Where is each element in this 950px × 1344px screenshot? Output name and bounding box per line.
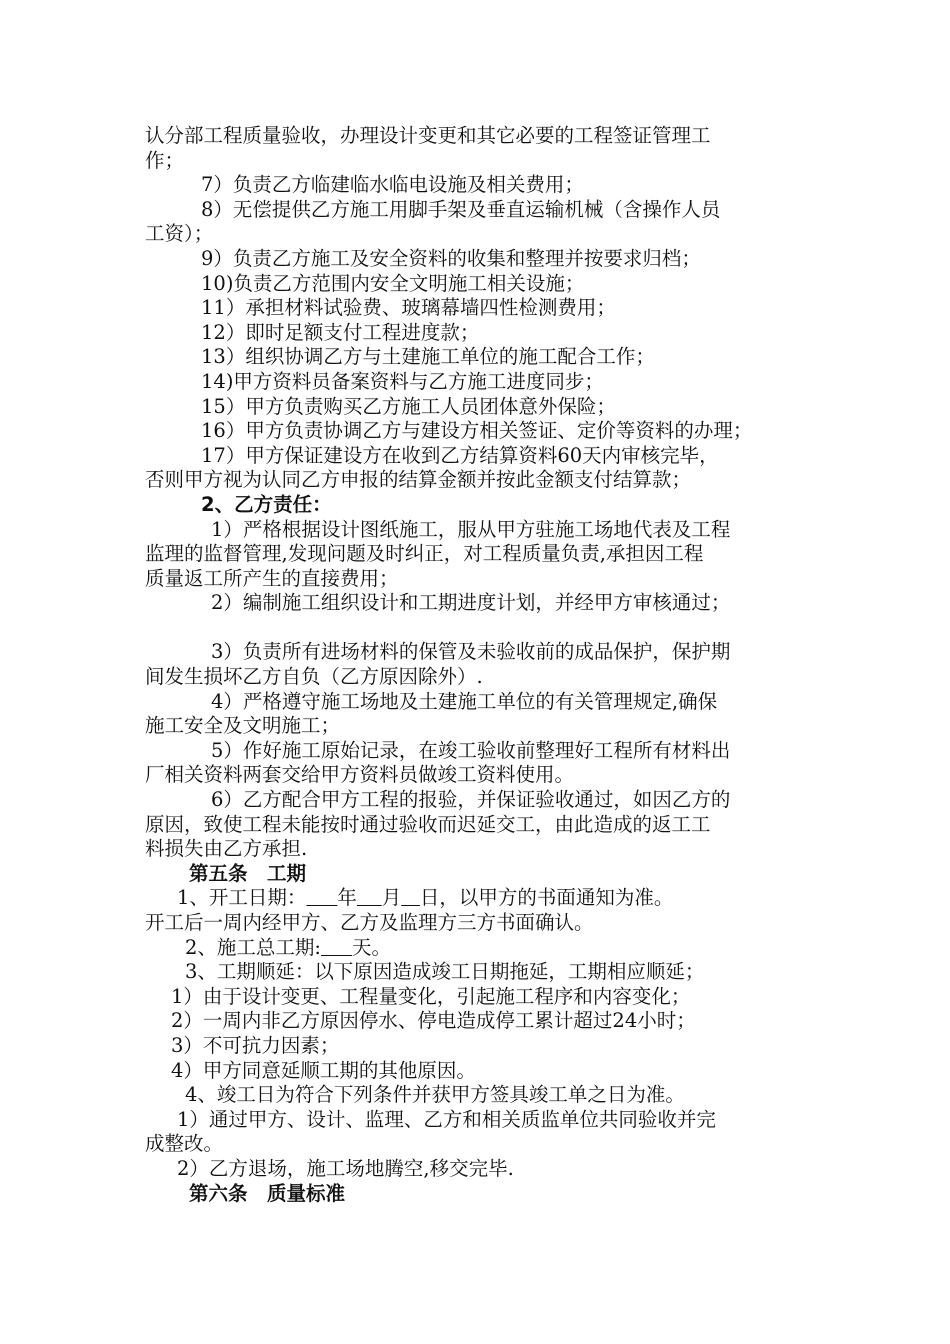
list-item: 1）由于设计变更、工程量变化，引起施工程序和内容变化； xyxy=(171,984,691,1008)
month-blank xyxy=(357,886,382,909)
list-item: 3）负责所有进场材料的保管及未验收前的成品保护，保护期 xyxy=(211,640,731,664)
list-item: 5）作好施工原始记录，在竣工验收前整理好工程所有材料出 xyxy=(211,738,731,762)
start-date-line xyxy=(145,886,850,911)
text-line: 施工安全及文明施工； xyxy=(145,714,341,738)
year-label: 年 xyxy=(337,886,357,910)
list-item: 1）通过甲方、设计、监理、乙方和相关质监单位共同验收并完 xyxy=(177,1107,716,1131)
text-line: 料损失由乙方承担. xyxy=(145,837,308,861)
month-label: 月 xyxy=(381,886,402,910)
list-item: 7）负责乙方临建临水临电设施及相关费用； xyxy=(201,173,584,197)
list-item: 12）即时足额支付工程进度款； xyxy=(201,320,480,344)
day-label: 日，以甲方的书面通知为准。 xyxy=(419,886,674,910)
text-line: 间发生损坏乙方自负（乙方原因除外）. xyxy=(145,665,483,689)
list-item: 15）甲方负责购买乙方施工人员团体意外保险； xyxy=(201,394,616,418)
list-item: 3、工期顺延：以下原因造成竣工日期拖延，工期相应顺延； xyxy=(185,960,705,984)
list-item: 2）乙方退场，施工场地腾空,移交完毕. xyxy=(177,1156,514,1180)
duration-unit: 天。 xyxy=(351,935,391,959)
duration-line xyxy=(145,936,850,961)
text-line: 开工后一周内经甲方、乙方及监理方三方书面确认。 xyxy=(145,911,594,934)
list-item: 2）一周内非乙方原因停水、停电造成停工累计超过24小时； xyxy=(171,1009,696,1033)
year-blank xyxy=(306,886,337,909)
list-item: 2）编制施工组织设计和工期进度计划，并经甲方审核通过； xyxy=(211,591,731,615)
list-item: 4、竣工日为符合下列条件并获甲方签具竣工单之日为准。 xyxy=(185,1083,685,1107)
article-heading: 第五条 工期 xyxy=(189,861,307,885)
list-item: 17）甲方保证建设方在收到乙方结算资料60天内审核完毕， xyxy=(201,443,719,467)
text-line: 作； xyxy=(145,148,185,172)
duration-blank xyxy=(321,936,352,959)
list-item: 9）负责乙方施工及安全资料的收集和整理并按要求归档； xyxy=(201,246,701,270)
text-line: 工资）； xyxy=(145,222,214,246)
day-blank xyxy=(401,886,420,909)
text-line: 成整改。 xyxy=(145,1132,224,1156)
text-line: 监理的监督管理,发现问题及时纠正，对工程质量负责,承担因工程 xyxy=(145,542,704,566)
list-item: 14)甲方资料员备案资料与乙方施工进度同步； xyxy=(201,369,604,393)
list-item: 4）甲方同意延顺工期的其他原因。 xyxy=(171,1058,476,1082)
list-item: 1）严格根据设计图纸施工，服从甲方驻施工场地代表及工程 xyxy=(211,517,731,541)
list-item: 8）无偿提供乙方施工用脚手架及垂直运输机械（含操作人员 xyxy=(201,197,721,221)
list-item: 16）甲方负责协调乙方与建设方相关签证、定价等资料的办理； xyxy=(201,419,753,443)
list-item: 13）组织协调乙方与土建施工单位的施工配合工作； xyxy=(201,345,655,369)
list-item: 4）严格遵守施工场地及土建施工单位的有关管理规定,确保 xyxy=(211,689,718,713)
list-item: 3）不可抗力因素； xyxy=(171,1033,340,1057)
text-line: 否则甲方视为认同乙方申报的结算金额并按此金额支付结算款； xyxy=(145,468,692,492)
text-line: 厂相关资料两套交给甲方资料员做竣工资料使用。 xyxy=(145,763,575,787)
text-line: 原因，致使工程未能按时通过验收而迟延交工，由此造成的返工工 xyxy=(145,812,711,836)
list-item: 6）乙方配合甲方工程的报验，并保证验收通过，如因乙方的 xyxy=(211,788,731,812)
text-line: 质量返工所产生的直接费用； xyxy=(145,566,399,590)
duration-label: 2、施工总工期: xyxy=(185,935,321,959)
section-heading: 2、乙方责任： xyxy=(201,492,332,516)
start-date-label: 1、开工日期： xyxy=(177,886,307,910)
article-heading: 第六条 质量标准 xyxy=(189,1181,346,1205)
text-line: 认分部工程质量验收，办理设计变更和其它必要的工程签证管理工 xyxy=(145,124,711,147)
list-item: 11）承担材料试验费、玻璃幕墙四性检测费用； xyxy=(201,296,616,320)
blank-line xyxy=(145,616,850,641)
list-item: 10)负责乙方范围内安全文明施工相关设施； xyxy=(201,271,585,295)
